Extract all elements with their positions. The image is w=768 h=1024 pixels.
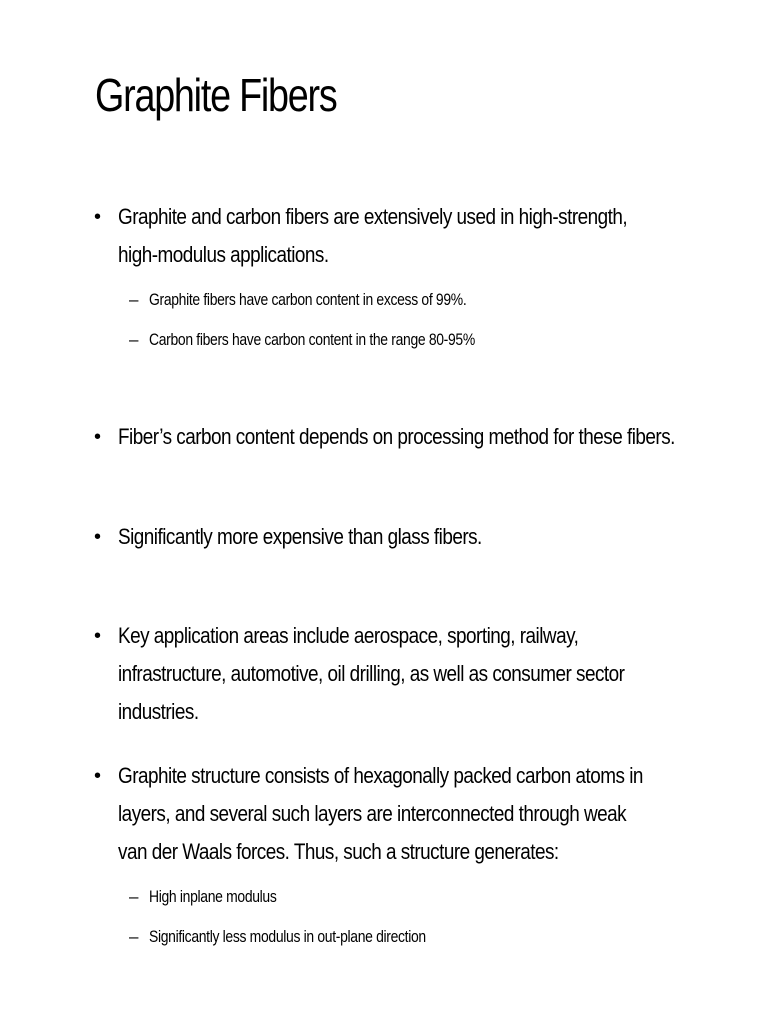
sub-list [94, 280, 734, 360]
sub-text: Carbon fibers have carbon content in the range 80-95% [149, 330, 475, 349]
bullet-item [94, 617, 734, 731]
bullet-text: Graphite and carbon fibers are extensively used in high-strength, high-modulus applications. [118, 204, 628, 267]
sub-text: Significantly less modulus in out-plane direction [149, 927, 426, 946]
bullet-text: Fiber’s carbon content depends on processing method for these fibers. [118, 424, 675, 449]
dash-glyph: – [129, 927, 139, 946]
bullet-glyph: • [94, 625, 102, 647]
sub-item [129, 917, 734, 957]
bullet-text: Graphite structure consists of hexagonally packed carbon atoms in layers, and several such layers are interconnected through weak van der Waals forces. Thus, such a structure generates: [118, 763, 643, 864]
bullet-item [94, 518, 734, 556]
sub-item [129, 320, 734, 360]
bullet-item [94, 418, 734, 456]
dash-glyph: – [129, 330, 139, 349]
bullet-glyph: • [94, 526, 102, 548]
dash-glyph: – [129, 290, 139, 309]
bullet-item [94, 757, 734, 957]
sub-item [129, 877, 734, 917]
sub-text: High inplane modulus [149, 887, 277, 906]
bullet-text: Significantly more expensive than glass fibers. [118, 524, 482, 549]
bullet-text: Key application areas include aerospace, sporting, railway, infrastructure, automotive, oil drilling, as well as consumer sector industries. [118, 623, 625, 724]
bullet-glyph: • [94, 765, 102, 787]
sub-text: Graphite fibers have carbon content in excess of 99%. [149, 290, 467, 309]
bullet-item [94, 198, 734, 360]
sub-list [94, 877, 734, 957]
bullet-glyph: • [94, 206, 102, 228]
slide-title: Graphite Fibers [95, 69, 337, 121]
dash-glyph: – [129, 887, 139, 906]
bullet-glyph: • [94, 426, 102, 448]
sub-item [129, 280, 734, 320]
